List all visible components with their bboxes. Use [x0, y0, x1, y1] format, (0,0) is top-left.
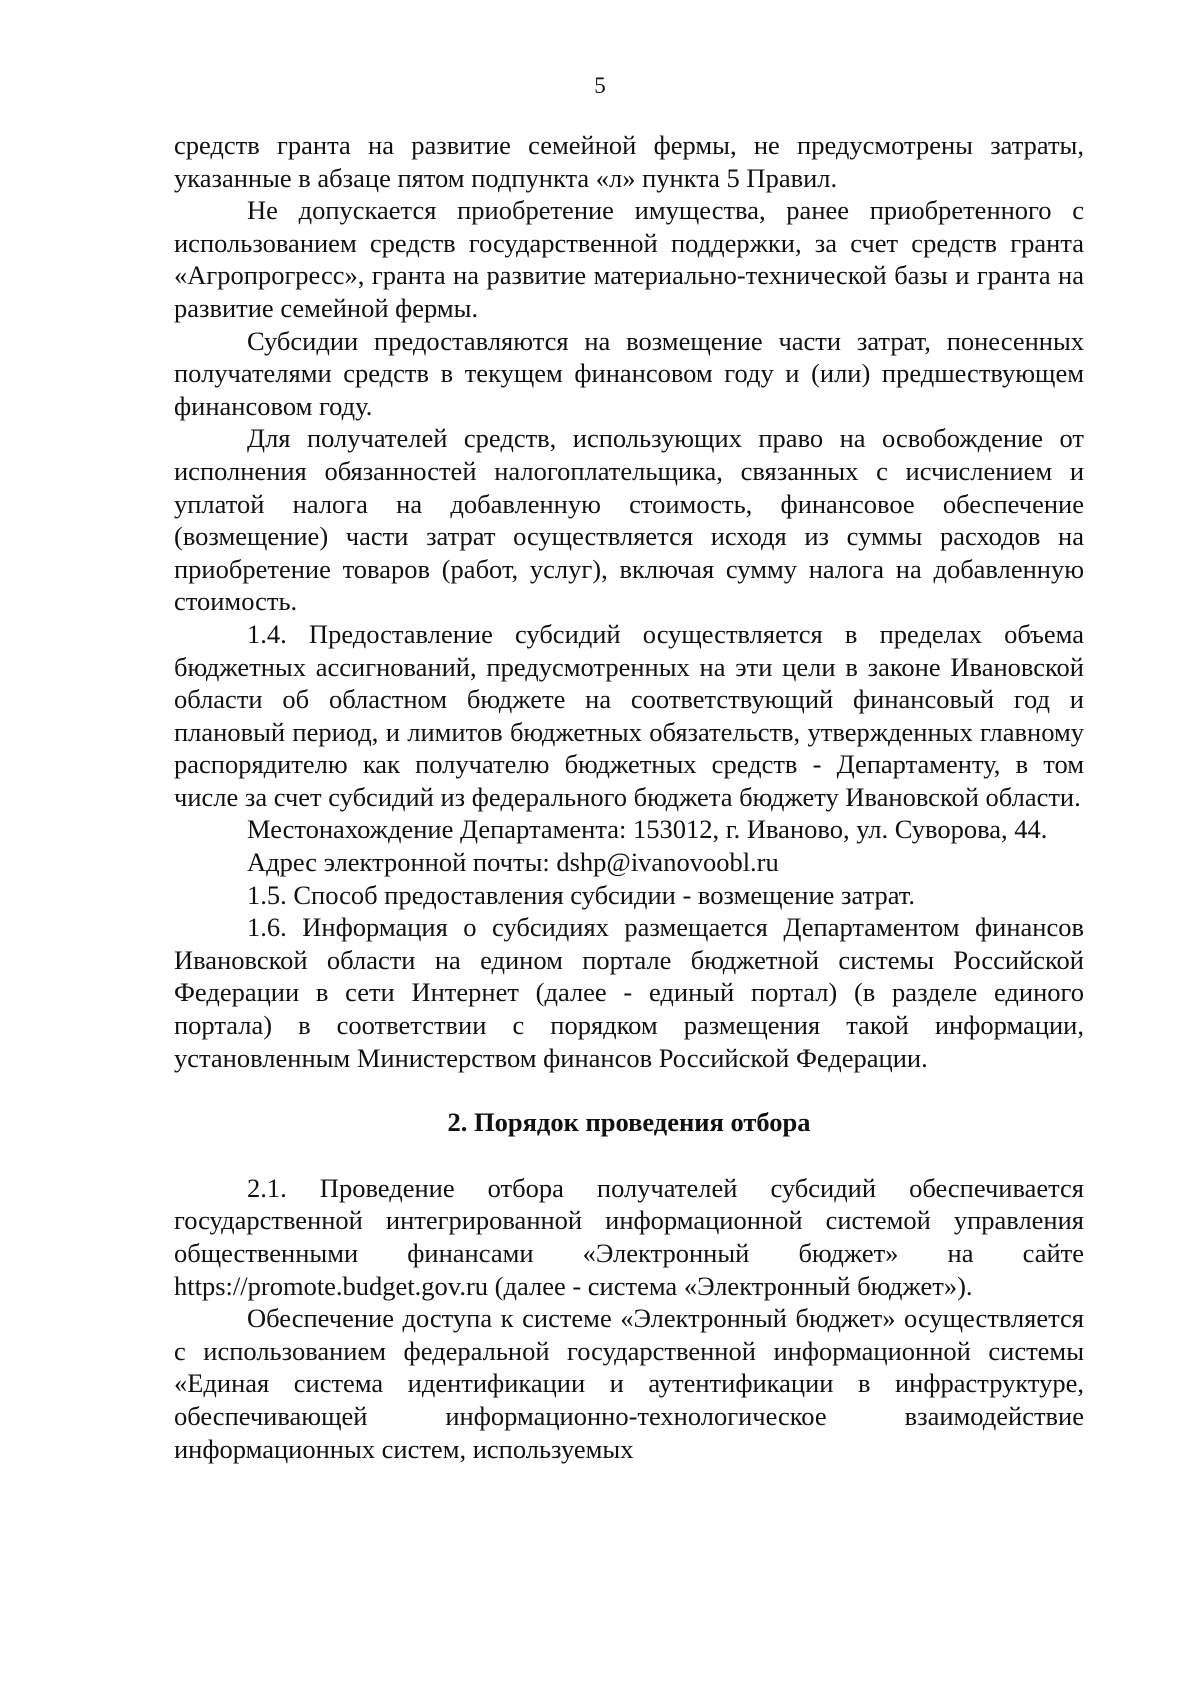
paragraph-1-4-budget-limits: 1.4. Предоставление субсидий осуществляется в пределах объема бюджетных ассигнований, предусмотренных на эти цели в законе Ивановской области об областном бюджете на соответствующий финансовый год и плановый период, и лимитов бюджетных обязательств, утвержденных главному распорядителю как получателю бюджетных средств - Департаменту, в том числе за счет субсидий из федерального бюджета бюджету Ивановской области. — [174, 618, 1084, 812]
document-body — [174, 129, 1084, 1465]
page-number: 5 — [594, 73, 606, 98]
section-heading: 2. Порядок проведения отбора — [447, 1107, 811, 1138]
paragraph-property-restriction: Не допускается приобретение имущества, ранее приобретенного с использованием средств государственной поддержки, за счет средств гранта «Агропрогресс», гранта на развитие материально-технической базы и гранта на развитие семейной фермы. — [174, 195, 1084, 323]
paragraph-1-6-information: 1.6. Информация о субсидиях размещается Департаментом финансов Ивановской области на едином портале бюджетной системы Российской Федерации в сети Интернет (далее - единый портал) (в разделе единого портала) в соответствии с порядком размещения такой информации, установленным Министерством финансов Российской Федерации. — [174, 912, 1084, 1073]
paragraph-1-5-method: 1.5. Способ предоставления субсидии - возмещение затрат. — [247, 879, 916, 910]
paragraph-subsidy-compensation: Субсидии предоставляются на возмещение части затрат, понесенных получателями средств в текущем финансовом году и (или) предшествующем финансовом году. — [174, 325, 1084, 421]
paragraph-department-location: Местонахождение Департамента: 153012, г. Иваново, ул. Суворова, 44. — [247, 814, 1048, 845]
paragraph-vat-exemption: Для получателей средств, использующих право на освобождение от исполнения обязанностей налогоплательщика, связанных с исчислением и уплатой налога на добавленную стоимость, финансовое обеспечение (возмещение) части затрат осуществляется исходя из суммы расходов на приобретение товаров (работ, услуг), включая сумму налога на добавленную стоимость. — [174, 423, 1084, 617]
paragraph-2-1-selection: 2.1. Проведение отбора получателей субсидий обеспечивается государственной интегрированной информационной системой управления общественными финансами «Электронный бюджет» на сайте https://promote.budget.gov.ru (далее - система «Электронный бюджет»). — [174, 1172, 1084, 1301]
paragraph-continuation: средств гранта на развитие семейной фермы, не предусмотрены затраты, указанные в абзаце пятом подпункта «л» пункта 5 Правил. — [174, 130, 1084, 193]
paragraph-access-provision: Обеспечение доступа к системе «Электронный бюджет» осуществляется с использованием федеральной государственной информационной системы «Единая система идентификации и аутентификации в инфраструктуре, обеспечивающей информационно-технологическое взаимодействие информационных систем, используемых — [174, 1303, 1084, 1464]
paragraph-email-address: Адрес электронной почты: dshp@ivanovoobl.ru — [247, 847, 779, 878]
